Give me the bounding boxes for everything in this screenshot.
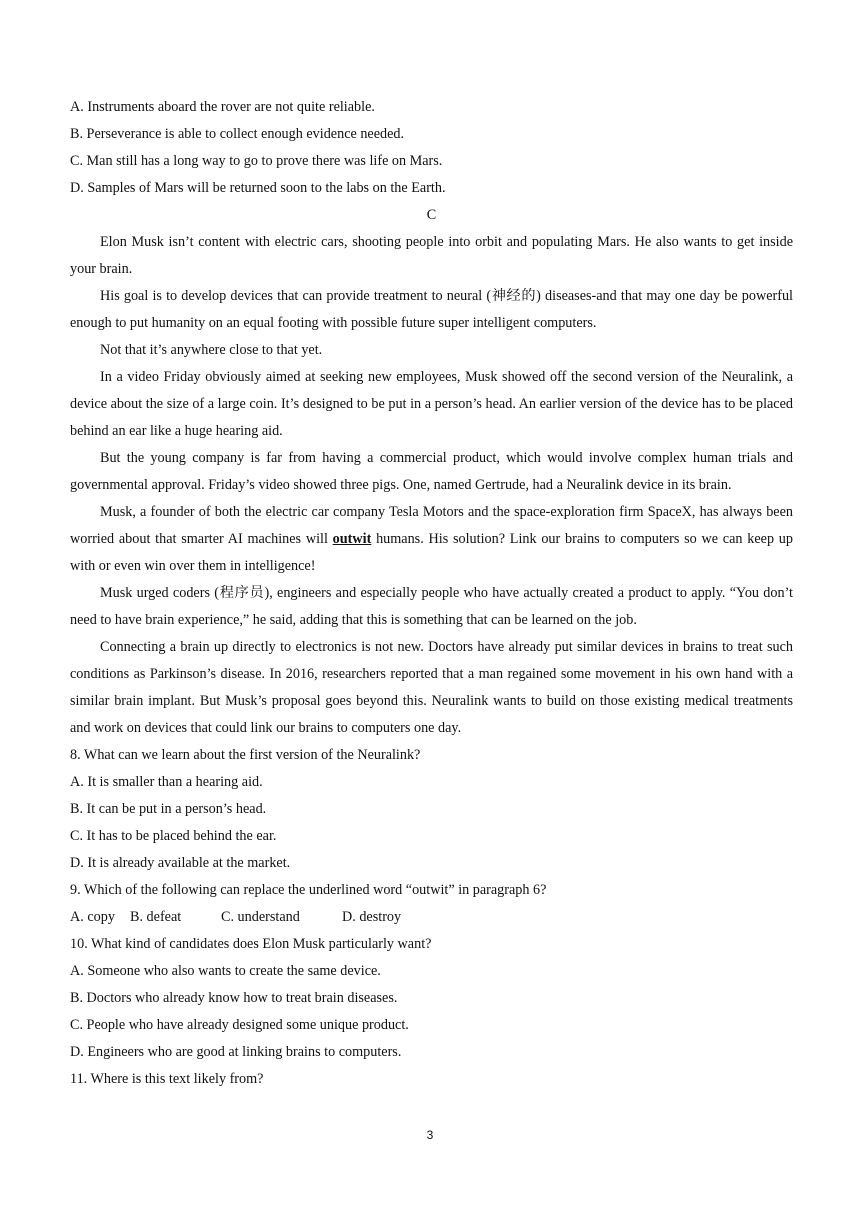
paragraph-4: In a video Friday obviously aimed at seeking new employees, Musk showed off the second version of the Neuralink, a device about the size of a large coin. It’s designed to be put in a person’s head. An earlier version of the device has to be placed behind an ear like a huge hearing aid. [70,369,793,439]
paragraph-1: Elon Musk isn’t content with electric cars, shooting people into orbit and populating Mars. He also wants to get inside your brain. [70,234,793,277]
section-heading: C [426,207,437,223]
question-10-option-b: B. Doctors who already know how to treat brain diseases. [70,990,398,1006]
question-10-option-c: C. People who have already designed some unique product. [70,1017,409,1033]
paragraph-7: Musk urged coders (程序员), engineers and especially people who have actually created a product to apply. “You don’t need to have brain experience,” he said, adding that this is something that can be learned on the job. [70,585,793,628]
question-8-option-c: C. It has to be placed behind the ear. [70,828,277,844]
paragraph-5: But the young company is far from having a commercial product, which would involve complex human trials and governmental approval. Friday’s video showed three pigs. One, named Gertrude, had a Neuralink device in its brain. [70,450,793,493]
paragraph-6 [70,499,793,580]
question-10: 10. What kind of candidates does Elon Musk particularly want? [70,936,432,952]
question-9-option-c: C. understand [221,909,300,925]
paragraph-6-text-before: Musk, a founder of both the electric car company Tesla Motors and the space-exploration firm SpaceX, has always been worried about that smarter AI machines will [70,504,793,547]
question-10-option-d: D. Engineers who are good at linking brains to computers. [70,1044,402,1060]
prev-option-c: C. Man still has a long way to go to prove there was life on Mars. [70,153,443,169]
question-9-option-a: A. copy [70,909,115,925]
question-8-option-b: B. It can be put in a person’s head. [70,801,267,817]
page-number: 3 [426,1128,434,1142]
question-9-option-b: B. defeat [130,909,182,925]
paragraph-8: Connecting a brain up directly to electronics is not new. Doctors have already put similar devices in brains to treat such conditions as Parkinson’s disease. In 2016, researchers reported that a man regained some movement in his own hand with a similar brain implant. But Musk’s proposal goes beyond this. Neuralink wants to build on those existing medical treatments and work on devices that could link our brains to computers one day. [70,639,793,736]
paragraph-3: Not that it’s anywhere close to that yet. [100,342,323,358]
question-9-options [70,904,793,931]
prev-option-a: A. Instruments aboard the rover are not quite reliable. [70,99,375,115]
question-9-option-d: D. destroy [342,909,402,925]
paragraph-6-text-after: humans. His solution? Link our brains to computers so we can keep up with or even win over them in intelligence! [70,531,793,574]
prev-option-d: D. Samples of Mars will be returned soon to the labs on the Earth. [70,180,446,196]
question-11: 11. Where is this text likely from? [70,1071,264,1087]
question-8-option-d: D. It is already available at the market. [70,855,291,871]
document-page [70,94,793,1093]
paragraph-2: His goal is to develop devices that can provide treatment to neural (神经的) diseases-and that may one day be powerful enough to put humanity on an equal footing with possible future super intelligent computers. [70,288,793,331]
question-10-option-a: A. Someone who also wants to create the same device. [70,963,381,979]
question-9: 9. Which of the following can replace the underlined word “outwit” in paragraph 6? [70,882,547,898]
prev-option-b: B. Perseverance is able to collect enough evidence needed. [70,126,405,142]
question-8-option-a: A. It is smaller than a hearing aid. [70,774,263,790]
underlined-word-outwit: outwit [332,531,372,547]
question-8: 8. What can we learn about the first version of the Neuralink? [70,747,421,763]
